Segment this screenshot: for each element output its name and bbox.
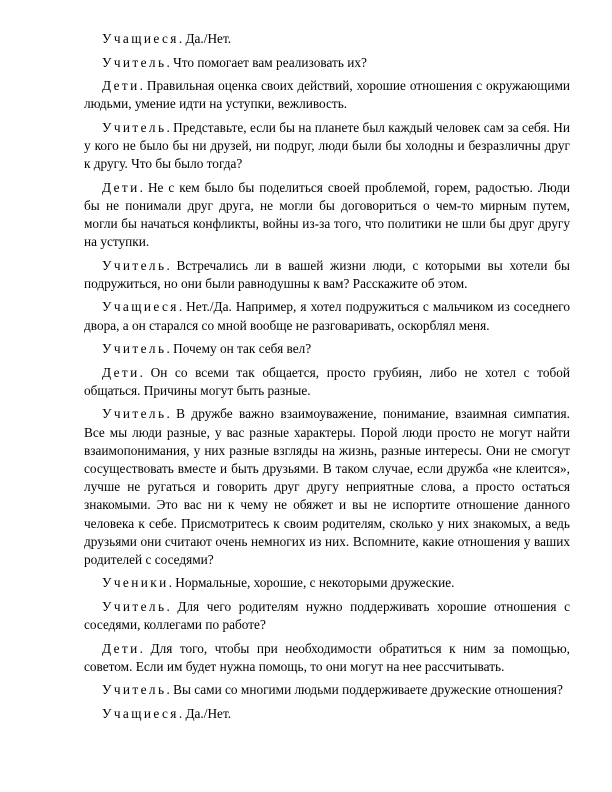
paragraph-text: . Да./Нет. <box>178 705 232 721</box>
dialogue-paragraph <box>84 574 570 592</box>
speaker-name: Дети <box>102 640 140 656</box>
speaker-name: Учитель <box>102 119 167 135</box>
dialogue-paragraph <box>84 77 570 113</box>
paragraph-text: . Нет./Да. Например, я хотел подружиться с мальчиком из соседнего двора, а он старался со мной вообще не разговаривать, оскорблял меня. <box>84 299 570 333</box>
speaker-name: Учитель <box>102 406 167 422</box>
dialogue-paragraph <box>84 405 570 569</box>
paragraph-text: . Да./Нет. <box>178 31 232 46</box>
paragraph-text: . Он со всеми так общается, просто грубиян, либо не хотел с тобой общаться. Причины могут быть разные. <box>84 364 570 398</box>
dialogue-paragraph <box>84 340 570 358</box>
paragraph-text: . Для чего родителям нужно поддерживать хорошие отношения с соседями, коллегами по работе? <box>84 598 570 633</box>
speaker-name: Учащиеся <box>102 31 179 46</box>
dialogue-paragraph <box>84 179 570 252</box>
dialogue-paragraph <box>84 705 570 723</box>
paragraph-text: . Для того, чтобы при необходимости обратиться к ним за помощью, советом. Если им будет нужна помощь, то они могут на нее рассчитывать. <box>84 640 570 674</box>
dialogue-paragraph <box>84 54 570 72</box>
speaker-name: Учитель <box>102 257 167 273</box>
dialogue-paragraph <box>84 598 570 634</box>
dialogue-paragraph <box>84 364 570 400</box>
paragraph-text: . В дружбе важно взаимоуважение, понимание, взаимная симпатия. Все мы люди разные, у вас разные характеры. Порой люди просто не могут найти взаимопонимания, у них разные взгляды на жизнь, разные интересы. Они не смогут сосуществовать вместе и быть друзьями. В таком случае, если дружба «не клеится», лучше не ругаться и говорить друг другу неприятные слова, а просто остаться знакомыми. Это вас ни к чему не обяжет и вы не испортите отношение данного человека к себе. Присмотритесь к своим родителям, сколько у них знакомых, а ведь друзьями они считают очень немногих из них. Вспомните, какие отношения у ваших родителей с соседями? <box>84 406 570 567</box>
dialogue-paragraph <box>84 257 570 293</box>
speaker-name: Дети <box>102 179 140 195</box>
speaker-name: Ученики <box>102 575 169 591</box>
paragraph-text: . Представьте, если бы на планете был каждый человек сам за себя. Ни у кого не было бы ни друзей, ни подруг, люди были бы холодны и безразличны друг к другу. Что бы было тогда? <box>84 119 570 172</box>
paragraph-text: . Встречались ли в вашей жизни люди, с которыми вы хотели бы подружиться, но они были равнодушны к вам? Расскажите об этом. <box>84 257 570 291</box>
paragraph-text: . Правильная оценка своих действий, хорошие отношения с окружающими людьми, умение идти на уступки, вежливость. <box>84 78 570 112</box>
paragraph-text: . Вы сами со многими людьми поддерживаете дружеские отношения? <box>166 682 563 698</box>
paragraph-text: . Нормальные, хорошие, с некоторыми дружеские. <box>168 575 455 591</box>
speaker-name: Учитель <box>102 341 167 357</box>
dialogue-paragraph <box>84 681 570 699</box>
speaker-name: Учитель <box>102 598 167 614</box>
speaker-name: Учащиеся <box>102 705 179 721</box>
speaker-name: Учащиеся <box>102 299 179 315</box>
paragraph-text: . Почему он так себя вел? <box>166 341 312 357</box>
paragraph-text: . Не с кем было бы поделиться своей проблемой, горем, радостью. Люди бы не понимали друг друга, не могли бы договориться о чем-то мирным путем, могли бы начаться конфликты, войны из-за того, что политики не шли бы друг другу на уступки. <box>84 179 570 250</box>
document-page <box>84 30 570 728</box>
speaker-name: Дети <box>102 78 140 93</box>
dialogue-paragraph <box>84 119 570 174</box>
speaker-name: Учитель <box>102 54 167 70</box>
dialogue-paragraph <box>84 640 570 676</box>
speaker-name: Дети <box>102 364 140 380</box>
dialogue-paragraph <box>84 30 570 48</box>
speaker-name: Учитель <box>102 682 167 698</box>
dialogue-paragraph <box>84 298 570 334</box>
paragraph-text: . Что помогает вам реализовать их? <box>166 54 367 70</box>
